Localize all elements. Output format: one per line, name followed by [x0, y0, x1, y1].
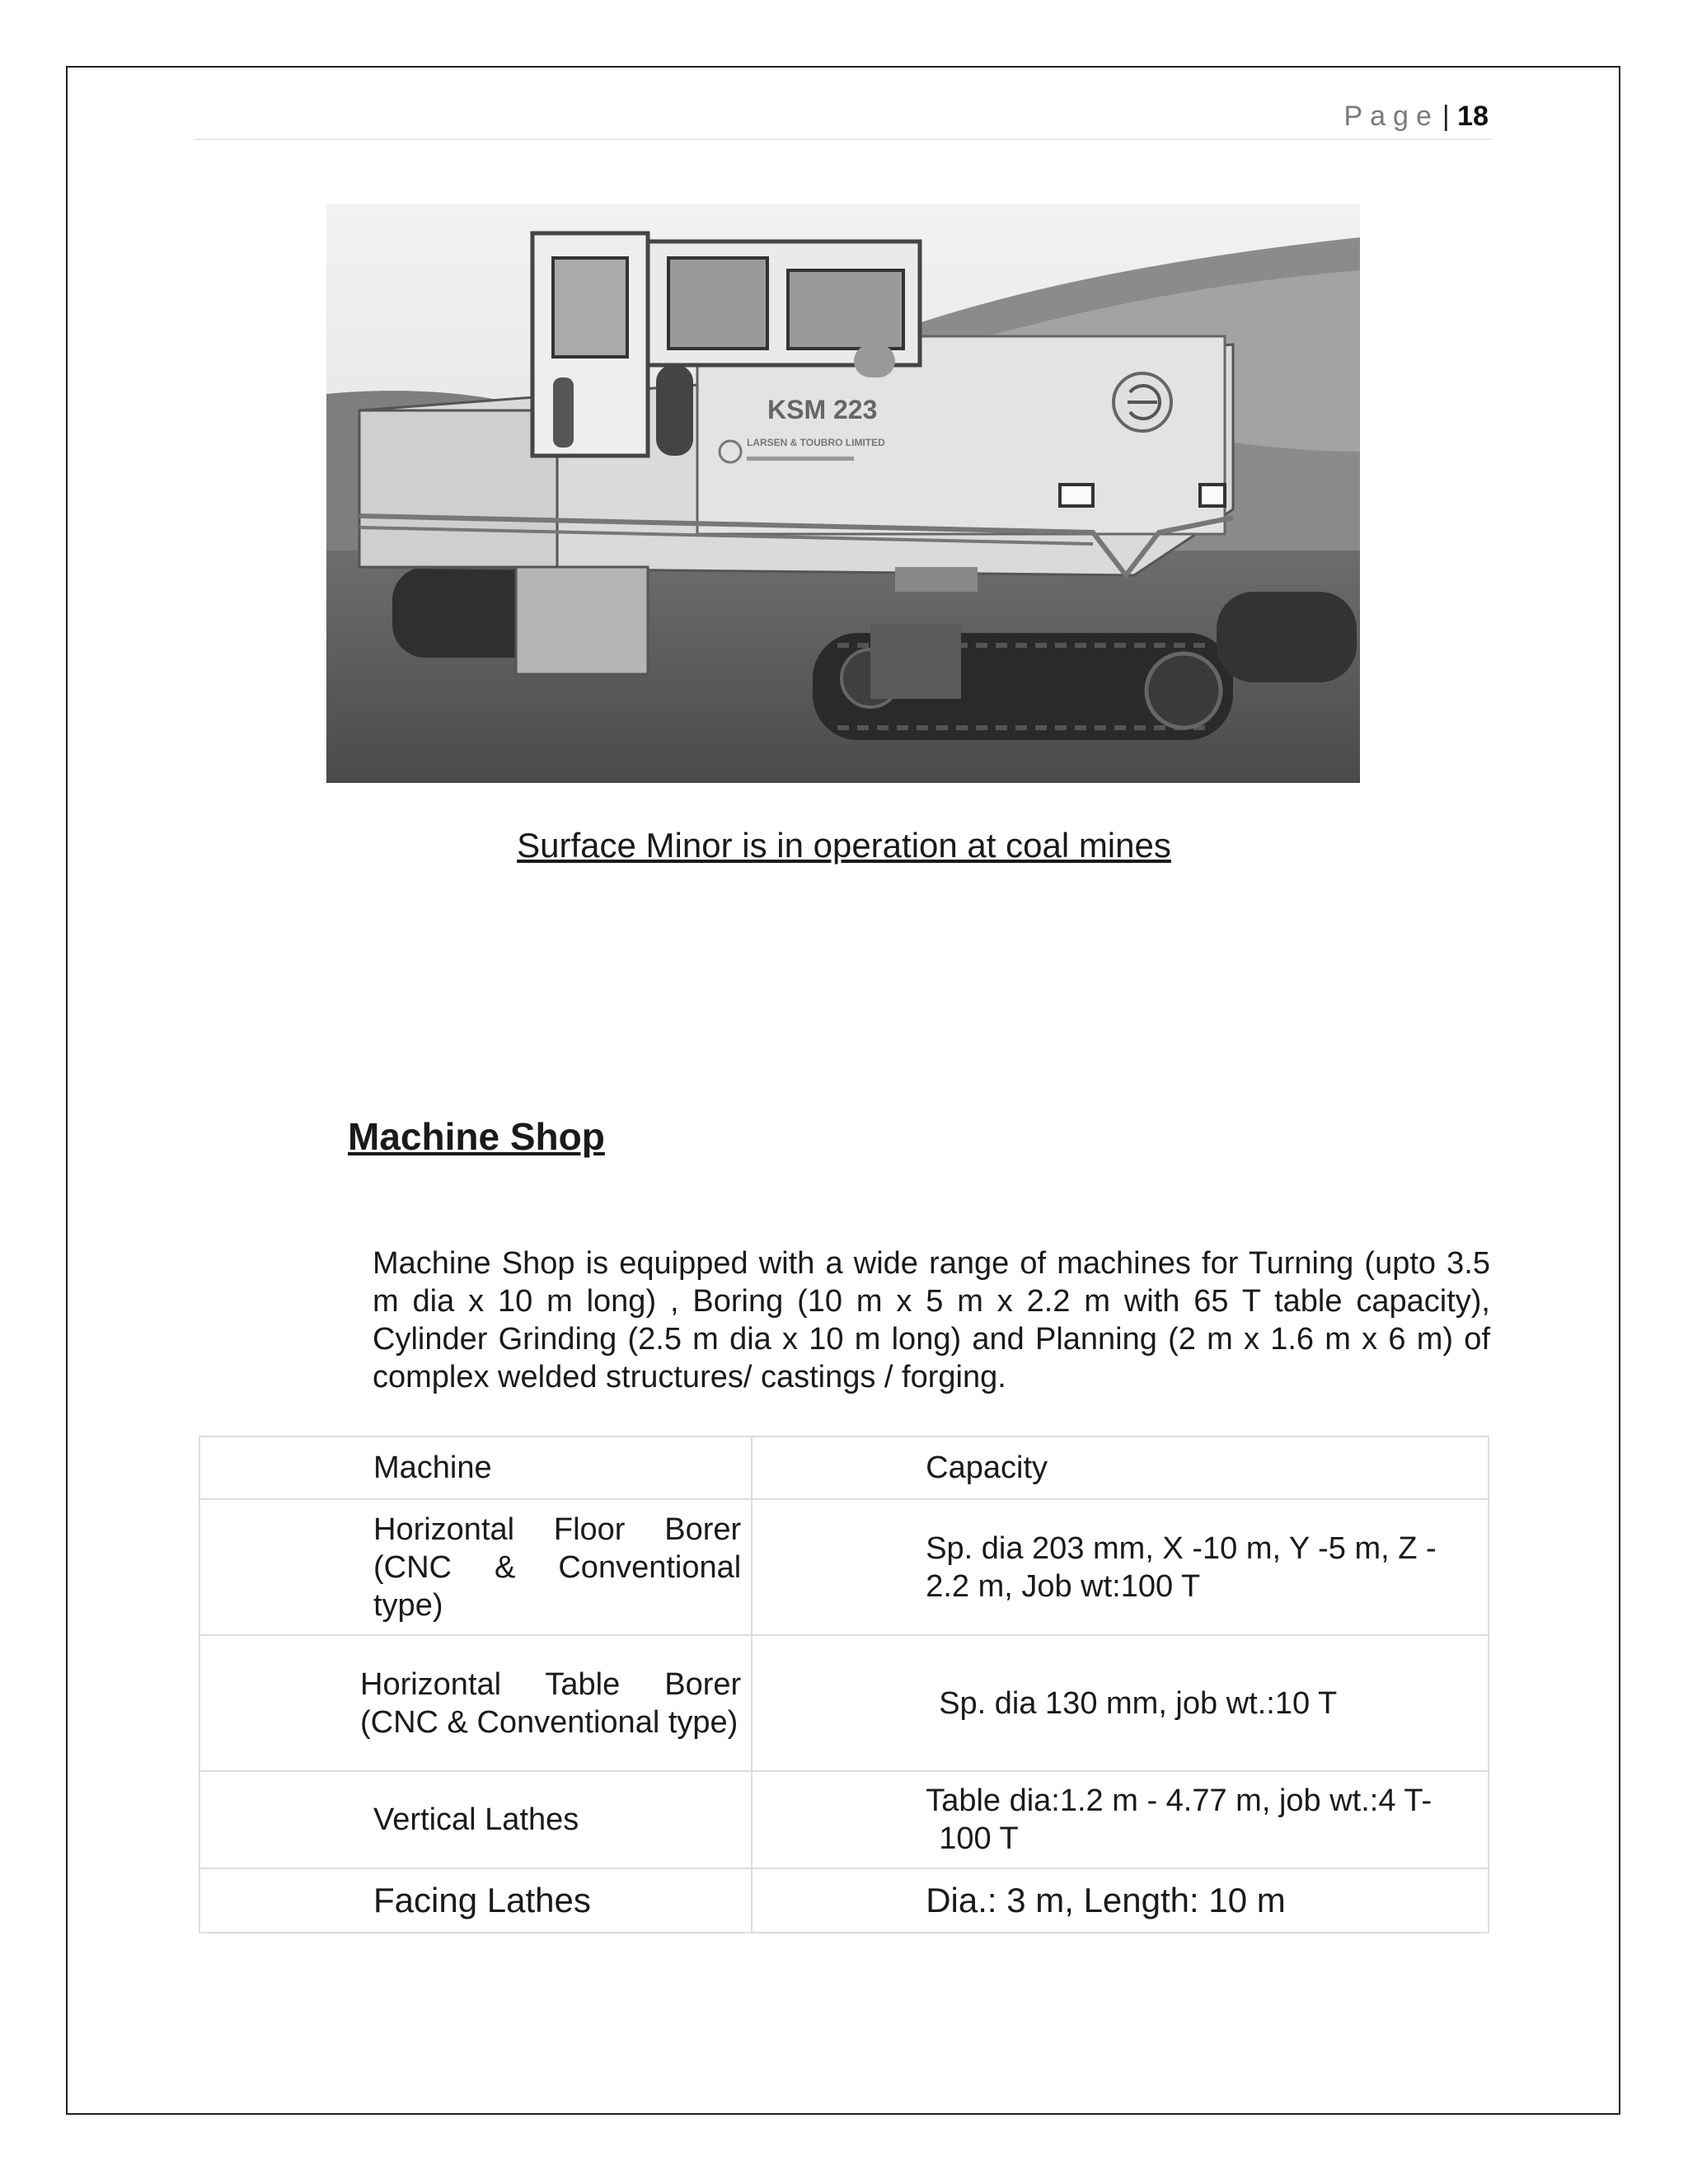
table-cell — [199, 1771, 752, 1868]
table-cell — [199, 1635, 752, 1771]
section-paragraph: Machine Shop is equipped with a wide range of machines for Turning (upto 3.5 m dia x 10 m long) , Boring (10 m x 5 m x 2.2 m with 65 T table capacity), Cylinder Grinding (2.5 m dia x 10 m long) and Planning (2 m x 1.6 m x 6 m) of complex welded structures/ castings / forging. — [373, 1246, 1490, 1394]
surface-miner-photo — [326, 204, 1360, 783]
page-number — [1343, 101, 1489, 133]
manufacturer-plate-text: LARSEN & TOUBRO LIMITED — [747, 437, 885, 448]
section-title: Machine Shop — [348, 1115, 605, 1158]
machine-capacity-table — [199, 1436, 1489, 1933]
machine-capacity: Sp. dia 203 mm, X -10 m, Y -5 m, Z - 2.2 m, Job wt:100 T — [926, 1530, 1437, 1604]
table-cell — [199, 1868, 752, 1933]
capacity-line-1: Table dia:1.2 m - 4.77 m, job wt.:4 T- — [926, 1783, 1432, 1818]
table-cell — [199, 1499, 752, 1635]
table-cell — [752, 1635, 1489, 1771]
table-row — [199, 1635, 1489, 1771]
machine-name: Horizontal Table Borer (CNC & Conventional type) — [360, 1666, 742, 1740]
machine-name: Facing Lathes — [373, 1881, 591, 1919]
page-separator: | — [1442, 101, 1450, 132]
figure-caption: Surface Minor is in operation at coal mines — [517, 826, 1171, 865]
machine-capacity: Sp. dia 130 mm, job wt.:10 T — [939, 1685, 1338, 1721]
table-cell — [752, 1499, 1489, 1635]
header-capacity: Capacity — [926, 1451, 1048, 1485]
machine-capacity: Dia.: 3 m, Length: 10 m — [926, 1881, 1286, 1919]
machine-name: Vertical Lathes — [373, 1802, 579, 1837]
header-machine: Machine — [373, 1451, 492, 1485]
table-row — [199, 1771, 1489, 1868]
table-header-row — [199, 1436, 1489, 1499]
capacity-line-2: 100 T — [939, 1821, 1019, 1856]
page-number-value: 18 — [1457, 101, 1489, 132]
table-header-cell — [752, 1436, 1489, 1499]
machine-capacity — [926, 1782, 1479, 1858]
table-header-cell — [199, 1436, 752, 1499]
page-header — [195, 97, 1492, 140]
table-row — [199, 1499, 1489, 1635]
page-word: Page — [1343, 101, 1439, 132]
table-cell — [752, 1868, 1489, 1933]
machine-name: Horizontal Floor Borer (CNC & Conventional type) — [373, 1511, 742, 1623]
table-cell — [752, 1771, 1489, 1868]
table-row — [199, 1868, 1489, 1933]
machine-plate-text: KSM 223 — [767, 395, 878, 424]
